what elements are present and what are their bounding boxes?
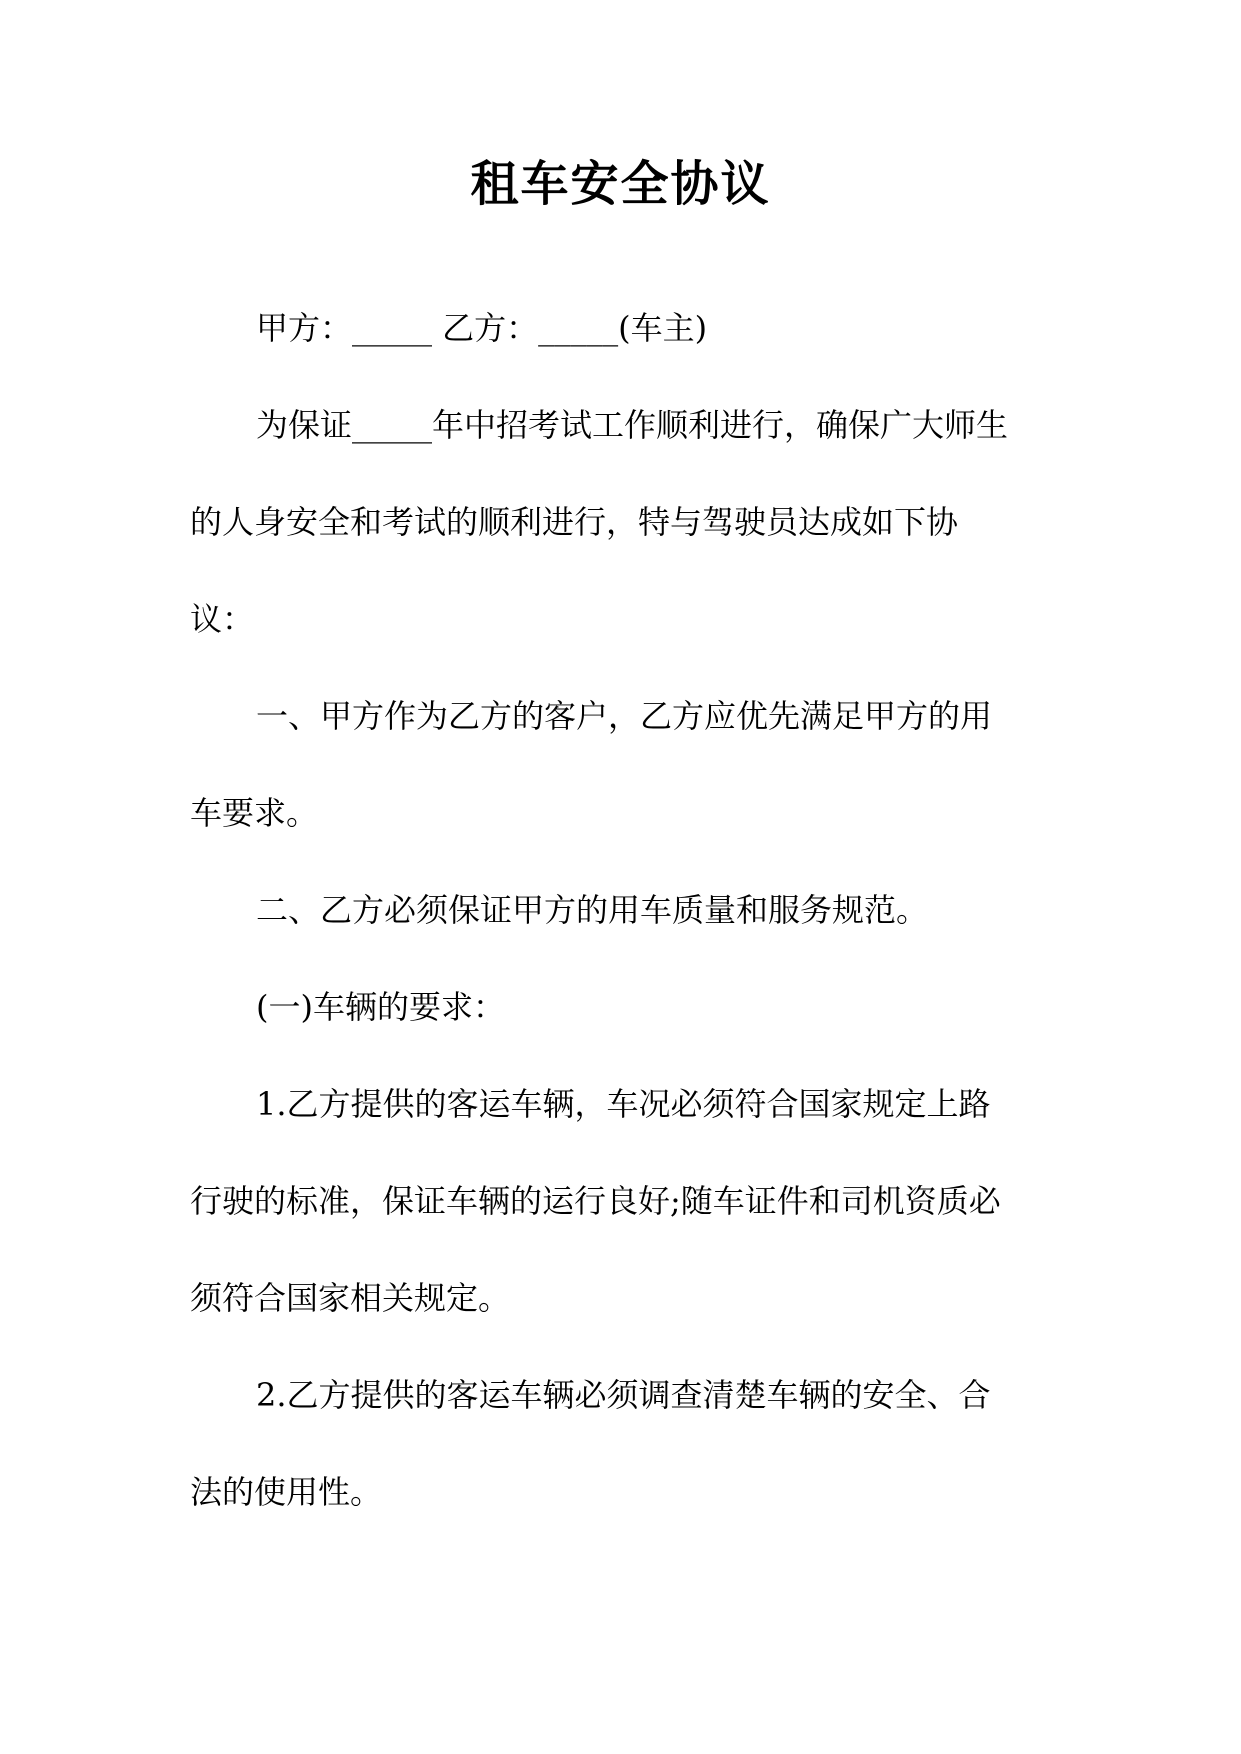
item-line: 法的使用性。 (190, 1473, 383, 1511)
clause-line: 二、乙方必须保证甲方的用车质量和服务规范。 (256, 891, 929, 929)
clause-line: 车要求。 (190, 794, 319, 832)
item-line: 行驶的标准，保证车辆的运行良好;随车证件和司机资质必 (190, 1182, 1001, 1220)
document-title: 租车安全协议 (470, 156, 771, 212)
paragraph-line: 议： (190, 600, 255, 638)
paragraph-line: 的人身安全和考试的顺利进行，特与驾驶员达成如下协 (190, 503, 959, 541)
item-line: 须符合国家相关规定。 (190, 1279, 511, 1317)
item-line: 1.乙方提供的客运车辆，车况必须符合国家规定上路 (256, 1085, 991, 1123)
paragraph-line: 为保证_____年中招考试工作顺利进行，确保广大师生 (256, 406, 1009, 444)
clause-line: 一、甲方作为乙方的客户，乙方应优先满足甲方的用 (256, 697, 993, 735)
parties-line: 甲方：_____ 乙方：_____(车主) (256, 309, 708, 347)
item-line: 2.乙方提供的客运车辆必须调查清楚车辆的安全、合 (256, 1376, 991, 1414)
subsection-heading: (一)车辆的要求： (256, 988, 505, 1026)
